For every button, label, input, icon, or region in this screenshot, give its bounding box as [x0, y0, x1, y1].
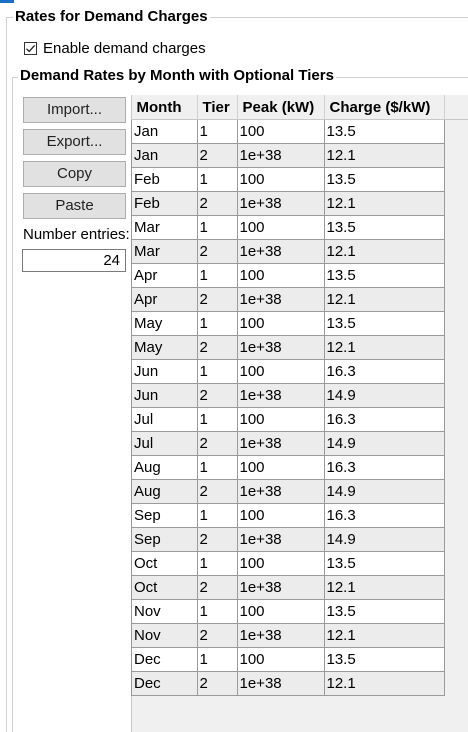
peak-cell[interactable]: 1e+38 [237, 480, 324, 504]
charge-cell[interactable]: 12.1 [324, 288, 444, 312]
peak-cell[interactable]: 100 [237, 648, 324, 672]
export-button[interactable]: Export... [23, 129, 126, 155]
month-cell[interactable]: Dec [132, 672, 198, 696]
month-cell[interactable]: Nov [132, 624, 198, 648]
tier-cell[interactable]: 1 [197, 600, 237, 624]
month-cell[interactable]: Nov [132, 600, 198, 624]
month-cell[interactable]: Aug [132, 480, 198, 504]
table-row [132, 432, 445, 456]
peak-cell[interactable]: 100 [237, 552, 324, 576]
month-cell[interactable]: Jun [132, 384, 198, 408]
month-cell[interactable]: Feb [132, 192, 198, 216]
charge-cell[interactable]: 13.5 [324, 216, 444, 240]
month-cell[interactable]: Sep [132, 504, 198, 528]
charge-cell[interactable]: 13.5 [324, 552, 444, 576]
charge-cell[interactable]: 14.9 [324, 480, 444, 504]
charge-cell[interactable]: 12.1 [324, 576, 444, 600]
table-row [132, 480, 445, 504]
header-row [132, 95, 445, 120]
table-row [132, 336, 445, 360]
charge-cell[interactable]: 14.9 [324, 432, 444, 456]
charge-cell[interactable]: 13.5 [324, 264, 444, 288]
month-cell[interactable]: Jul [132, 408, 198, 432]
peak-cell[interactable]: 1e+38 [237, 240, 324, 264]
month-cell[interactable]: Aug [132, 456, 198, 480]
tier-cell[interactable]: 2 [197, 144, 237, 168]
col-header-tier[interactable]: Tier [197, 95, 237, 120]
charge-cell[interactable]: 13.5 [324, 120, 444, 144]
peak-cell[interactable]: 100 [237, 360, 324, 384]
table-row [132, 168, 445, 192]
tier-cell[interactable]: 2 [197, 672, 237, 696]
month-cell[interactable]: Apr [132, 288, 198, 312]
tier-cell[interactable]: 2 [197, 240, 237, 264]
charge-cell[interactable]: 16.3 [324, 456, 444, 480]
table-row [132, 600, 445, 624]
table-row [132, 216, 445, 240]
month-cell[interactable]: Jan [132, 120, 198, 144]
table-row [132, 384, 445, 408]
tier-cell[interactable]: 1 [197, 312, 237, 336]
demand-rates-table [131, 95, 445, 696]
peak-cell[interactable]: 100 [237, 504, 324, 528]
tier-cell[interactable]: 1 [197, 504, 237, 528]
month-cell[interactable]: Feb [132, 168, 198, 192]
enable-demand-charges[interactable] [24, 40, 206, 57]
month-cell[interactable]: May [132, 312, 198, 336]
charge-cell[interactable]: 12.1 [324, 624, 444, 648]
tier-cell[interactable]: 2 [197, 624, 237, 648]
table-row [132, 648, 445, 672]
table-row [132, 240, 445, 264]
tier-cell[interactable]: 1 [197, 408, 237, 432]
month-cell[interactable]: Sep [132, 528, 198, 552]
tier-cell[interactable]: 2 [197, 576, 237, 600]
charge-cell[interactable]: 12.1 [324, 336, 444, 360]
tier-cell[interactable]: 2 [197, 192, 237, 216]
peak-cell[interactable]: 100 [237, 168, 324, 192]
col-header-month[interactable]: Month [132, 95, 198, 120]
charge-cell[interactable]: 13.5 [324, 600, 444, 624]
charge-cell[interactable]: 12.1 [324, 192, 444, 216]
tier-cell[interactable]: 2 [197, 432, 237, 456]
table-row [132, 576, 445, 600]
table-row [132, 192, 445, 216]
table-row [132, 144, 445, 168]
table-row [132, 672, 445, 696]
tier-cell[interactable]: 2 [197, 384, 237, 408]
table-row [132, 360, 445, 384]
enable-checkbox[interactable] [24, 42, 37, 55]
table-row [132, 504, 445, 528]
charge-cell[interactable]: 12.1 [324, 672, 444, 696]
charge-cell[interactable]: 13.5 [324, 648, 444, 672]
charge-cell[interactable]: 14.9 [324, 384, 444, 408]
peak-cell[interactable]: 100 [237, 120, 324, 144]
col-header-charge[interactable]: Charge ($/kW) [324, 95, 444, 120]
number-entries-input[interactable]: 24 [22, 249, 126, 272]
tier-cell[interactable]: 1 [197, 552, 237, 576]
enable-label: Enable demand charges [43, 40, 206, 57]
peak-cell[interactable]: 100 [237, 216, 324, 240]
table-row [132, 624, 445, 648]
tier-cell[interactable]: 1 [197, 456, 237, 480]
peak-cell[interactable]: 1e+38 [237, 576, 324, 600]
table-row [132, 264, 445, 288]
charge-cell[interactable]: 13.5 [324, 312, 444, 336]
peak-cell[interactable]: 1e+38 [237, 384, 324, 408]
peak-cell[interactable]: 1e+38 [237, 288, 324, 312]
accent-bar [0, 0, 14, 3]
table-row [132, 456, 445, 480]
group-title: Rates for Demand Charges [15, 8, 208, 25]
copy-button[interactable]: Copy [23, 161, 126, 187]
tier-cell[interactable]: 1 [197, 264, 237, 288]
tier-cell[interactable]: 1 [197, 168, 237, 192]
table-row [132, 288, 445, 312]
tier-cell[interactable]: 1 [197, 360, 237, 384]
table-row [132, 120, 445, 144]
month-cell[interactable]: Mar [132, 240, 198, 264]
month-cell[interactable]: Jun [132, 360, 198, 384]
month-cell[interactable]: Apr [132, 264, 198, 288]
peak-cell[interactable]: 100 [237, 600, 324, 624]
peak-cell[interactable]: 1e+38 [237, 624, 324, 648]
table-row [132, 312, 445, 336]
month-cell[interactable]: Dec [132, 648, 198, 672]
tier-cell[interactable]: 1 [197, 648, 237, 672]
peak-cell[interactable]: 100 [237, 264, 324, 288]
checkmark-icon [25, 43, 36, 54]
peak-cell[interactable]: 100 [237, 456, 324, 480]
month-cell[interactable]: May [132, 336, 198, 360]
tier-cell[interactable]: 2 [197, 528, 237, 552]
paste-button[interactable]: Paste [23, 193, 126, 219]
table-row [132, 408, 445, 432]
tier-cell[interactable]: 1 [197, 120, 237, 144]
charge-cell[interactable]: 16.3 [324, 408, 444, 432]
charge-cell[interactable]: 13.5 [324, 168, 444, 192]
tier-cell[interactable]: 2 [197, 480, 237, 504]
month-cell[interactable]: Oct [132, 576, 198, 600]
peak-cell[interactable]: 1e+38 [237, 528, 324, 552]
peak-cell[interactable]: 1e+38 [237, 672, 324, 696]
table-row [132, 528, 445, 552]
peak-cell[interactable]: 1e+38 [237, 192, 324, 216]
charge-cell[interactable]: 16.3 [324, 360, 444, 384]
demand-rates-title: Demand Rates by Month with Optional Tiers [20, 67, 334, 84]
tier-cell[interactable]: 2 [197, 288, 237, 312]
import-button[interactable]: Import... [23, 97, 126, 123]
month-cell[interactable]: Jul [132, 432, 198, 456]
col-header-peak[interactable]: Peak (kW) [237, 95, 324, 120]
peak-cell[interactable]: 100 [237, 408, 324, 432]
tier-cell[interactable]: 1 [197, 216, 237, 240]
peak-cell[interactable]: 1e+38 [237, 336, 324, 360]
peak-cell[interactable]: 100 [237, 312, 324, 336]
month-cell[interactable]: Mar [132, 216, 198, 240]
month-cell[interactable]: Jan [132, 144, 198, 168]
number-entries-label: Number entries: [23, 226, 130, 243]
tier-cell[interactable]: 2 [197, 336, 237, 360]
charge-cell[interactable]: 12.1 [324, 240, 444, 264]
charge-cell[interactable]: 16.3 [324, 504, 444, 528]
peak-cell[interactable]: 1e+38 [237, 432, 324, 456]
table-row [132, 552, 445, 576]
charge-cell[interactable]: 12.1 [324, 144, 444, 168]
charge-cell[interactable]: 14.9 [324, 528, 444, 552]
month-cell[interactable]: Oct [132, 552, 198, 576]
peak-cell[interactable]: 1e+38 [237, 144, 324, 168]
